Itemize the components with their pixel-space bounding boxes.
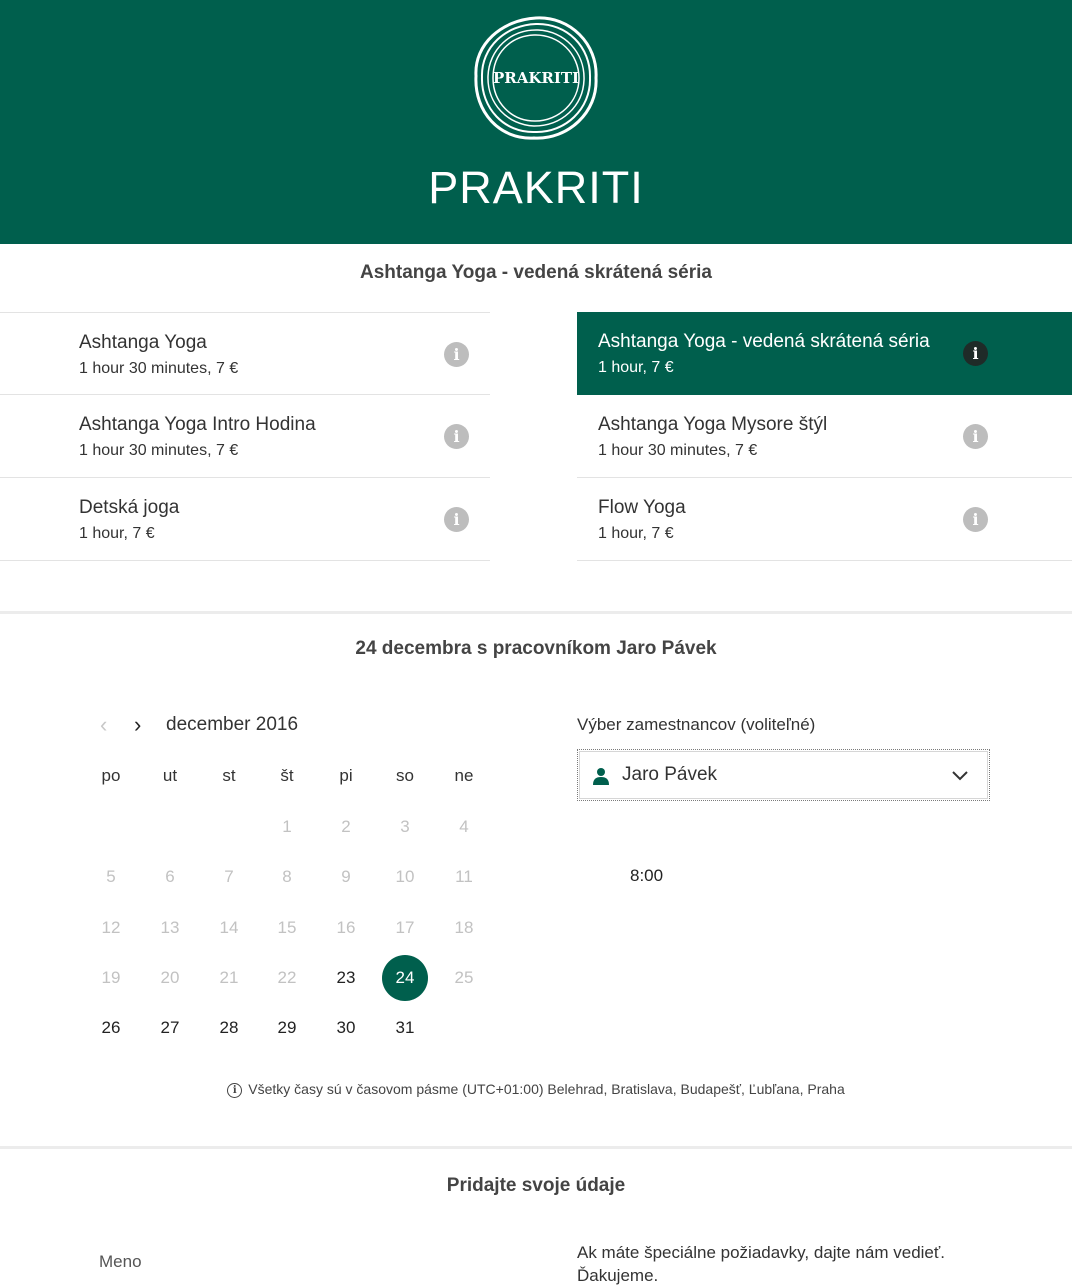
calendar-day: 3 bbox=[400, 817, 410, 836]
calendar-day: 16 bbox=[336, 918, 356, 937]
calendar-day[interactable]: 29 bbox=[277, 1018, 297, 1037]
info-icon[interactable]: i bbox=[444, 342, 469, 367]
calendar-day: 6 bbox=[165, 867, 175, 886]
section-divider bbox=[0, 1146, 1072, 1149]
service-meta: 1 hour, 7 € bbox=[79, 525, 155, 542]
service-name: Ashtanga Yoga - vedená skrátená séria bbox=[598, 331, 930, 352]
calendar-day: 10 bbox=[395, 867, 415, 886]
logo-text: PRAKRITI bbox=[492, 69, 580, 87]
calendar-day[interactable]: 23 bbox=[336, 968, 356, 987]
calendar-day: 11 bbox=[455, 867, 473, 886]
person-icon bbox=[592, 767, 610, 785]
name-field-label: Meno bbox=[99, 1252, 142, 1271]
calendar-day: 18 bbox=[454, 918, 474, 937]
booking-heading: 24 decembra s pracovníkom Jaro Pávek bbox=[355, 638, 717, 659]
calendar-day: 9 bbox=[341, 867, 351, 886]
calendar-day[interactable]: 28 bbox=[219, 1018, 239, 1037]
service-ashtanga-intro[interactable] bbox=[0, 395, 490, 478]
selected-service-heading: Ashtanga Yoga - vedená skrátená séria bbox=[359, 262, 712, 283]
info-icon[interactable]: i bbox=[444, 507, 469, 532]
weekday-label: so bbox=[396, 766, 414, 785]
time-slot[interactable]: 8:00 bbox=[630, 866, 664, 885]
weekday-label: ut bbox=[162, 766, 178, 785]
timezone-text: Všetky časy sú v časovom pásme (UTC+01:00) Belehrad, Bratislava, Budapešť, Ľubľana, Praha bbox=[248, 1081, 845, 1097]
calendar-day: 17 bbox=[395, 918, 415, 937]
calendar-day[interactable]: 27 bbox=[160, 1018, 180, 1037]
details-heading: Pridajte svoje údaje bbox=[446, 1175, 626, 1196]
special-requests-note: Ak máte špeciálne požiadavky, dajte nám vedieť. Ďakujeme. bbox=[577, 1243, 945, 1285]
weekday-label: ne bbox=[454, 766, 474, 785]
info-icon[interactable]: i bbox=[963, 507, 988, 532]
service-detska-joga[interactable] bbox=[0, 478, 490, 561]
weekday-label: pi bbox=[339, 766, 353, 785]
calendar-day: 21 bbox=[219, 968, 239, 987]
service-meta: 1 hour 30 minutes, 7 € bbox=[598, 442, 758, 459]
service-ashtanga-mysore[interactable] bbox=[577, 395, 1072, 478]
header-banner bbox=[0, 0, 1072, 244]
calendar-day: 1 bbox=[282, 817, 292, 836]
calendar-day[interactable]: 30 bbox=[336, 1018, 356, 1037]
prev-month-icon[interactable]: ‹ bbox=[100, 712, 108, 737]
calendar-day: 7 bbox=[224, 867, 234, 886]
service-name: Ashtanga Yoga Mysore štýl bbox=[598, 414, 828, 435]
chevron-down-icon bbox=[951, 769, 969, 783]
staff-select-label: Výber zamestnancov (voliteľné) bbox=[577, 715, 816, 734]
timezone-note bbox=[0, 1081, 1072, 1098]
month-label: december 2016 bbox=[166, 714, 299, 735]
calendar-day: 4 bbox=[459, 817, 469, 836]
info-circle-icon: i bbox=[227, 1083, 242, 1098]
calendar-day: 2 bbox=[341, 817, 351, 836]
service-name: Ashtanga Yoga bbox=[79, 332, 207, 353]
service-ashtanga-yoga[interactable] bbox=[0, 312, 490, 395]
service-ashtanga-vedena[interactable] bbox=[577, 312, 1072, 395]
staff-select-value: Jaro Pávek bbox=[622, 764, 718, 785]
info-icon[interactable]: i bbox=[963, 424, 988, 449]
calendar-day: 8 bbox=[282, 867, 292, 886]
weekday-label: št bbox=[280, 766, 294, 785]
calendar-day: 15 bbox=[277, 918, 297, 937]
service-meta: 1 hour, 7 € bbox=[598, 359, 674, 376]
weekday-label: po bbox=[101, 766, 121, 785]
calendar-day: 5 bbox=[106, 867, 116, 886]
staff-select[interactable] bbox=[577, 749, 990, 801]
calendar-day[interactable]: 31 bbox=[395, 1018, 415, 1037]
brand-title: PRAKRITI bbox=[428, 162, 644, 213]
service-flow-yoga[interactable] bbox=[577, 478, 1072, 561]
calendar-day: 25 bbox=[454, 968, 474, 987]
prakriti-logo bbox=[472, 14, 600, 142]
service-meta: 1 hour 30 minutes, 7 € bbox=[79, 360, 239, 377]
service-name: Flow Yoga bbox=[598, 497, 686, 518]
service-meta: 1 hour, 7 € bbox=[598, 525, 674, 542]
service-meta: 1 hour 30 minutes, 7 € bbox=[79, 442, 239, 459]
section-divider bbox=[0, 611, 1072, 614]
weekday-label: st bbox=[222, 766, 236, 785]
service-name: Ashtanga Yoga Intro Hodina bbox=[79, 414, 316, 435]
info-icon[interactable]: i bbox=[444, 424, 469, 449]
calendar-day: 13 bbox=[160, 918, 180, 937]
calendar-day: 22 bbox=[277, 968, 297, 987]
calendar-day[interactable]: 26 bbox=[101, 1018, 121, 1037]
calendar-day: 20 bbox=[160, 968, 180, 987]
next-month-icon[interactable]: › bbox=[134, 712, 142, 737]
calendar-day[interactable]: 24 bbox=[382, 955, 428, 1001]
calendar-day: 19 bbox=[101, 968, 121, 987]
service-name: Detská joga bbox=[79, 497, 180, 518]
calendar-day: 14 bbox=[219, 918, 239, 937]
info-icon[interactable]: i bbox=[963, 341, 988, 366]
calendar-day: 12 bbox=[101, 918, 121, 937]
